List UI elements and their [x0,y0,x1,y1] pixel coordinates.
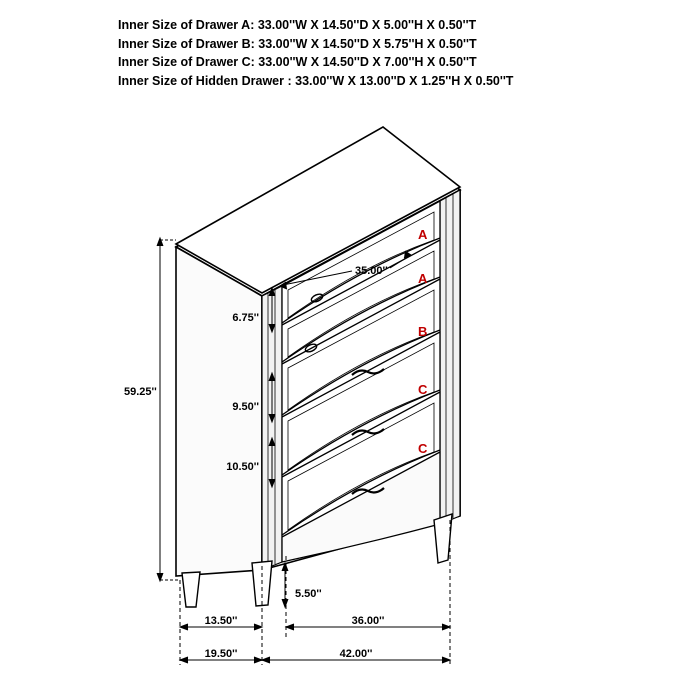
spec-line-drawer-c: Inner Size of Drawer C: 33.00''W X 14.50''D X 7.00''H X 0.50''T [118,55,477,69]
dim-drawer-b-height: 9.50'' [232,401,259,413]
dim-overall-height: 59.25'' [124,386,157,398]
dim-side-depth: 13.50'' [204,615,238,627]
label-drawer-b: B [418,324,428,339]
dim-drawer-a-height: 6.75'' [232,312,259,324]
spec-line-drawer-a: Inner Size of Drawer A: 33.00''W X 14.50''D X 5.00''H X 0.50''T [118,18,477,32]
label-drawer-c2: C [418,441,428,456]
label-drawer-a2: A [418,271,428,286]
dim-leg-height: 5.50'' [295,588,322,600]
dim-top-depth: 35.00'' [355,265,388,277]
dim-front-width: 36.00'' [351,615,385,627]
spec-line-drawer-b: Inner Size of Drawer B: 33.00''W X 14.50''D X 5.75''H X 0.50''T [118,36,477,51]
spec-line-hidden-drawer: Inner Size of Hidden Drawer : 33.00''W X 13.00''D X 1.25''H X 0.50''T [118,73,514,88]
label-drawer-c1: C [418,382,428,397]
label-drawer-a1: A [418,227,428,242]
dim-drawer-c-height: 10.50'' [226,461,259,473]
dim-base-width: 42.00'' [339,648,373,660]
dim-base-depth: 19.50'' [204,648,238,660]
